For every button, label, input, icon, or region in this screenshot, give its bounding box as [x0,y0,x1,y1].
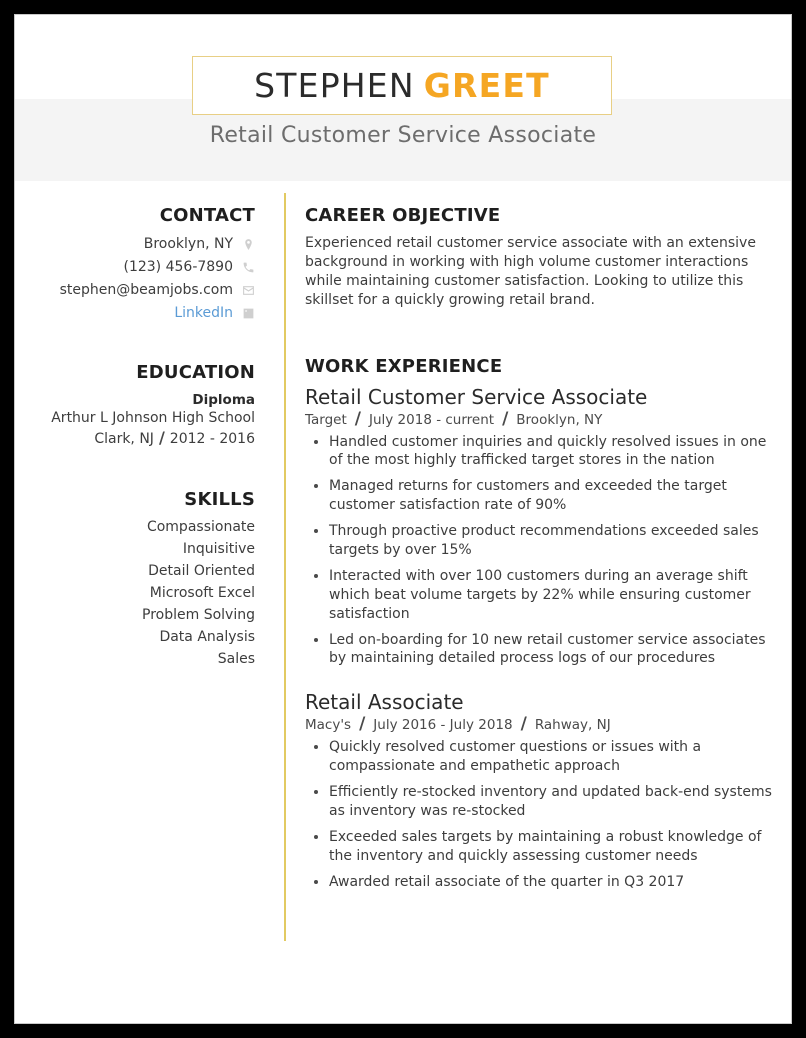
contact-item-phone [15,258,255,276]
job-bullet: Exceeded sales targets by maintaining a robust knowledge of the inventory and quickly assessing customer needs [305,828,775,866]
job-entry [305,690,775,891]
skill-item: Inquisitive [182,541,255,557]
job-bullet: Led on-boarding for 10 new retail customer service associates by maintaining detailed process logs of our procedures [305,631,775,669]
phone-icon [242,261,255,274]
job-meta [305,716,775,733]
contact-linkedin-link[interactable]: LinkedIn [174,305,233,321]
objective-section [305,205,775,310]
job-meta-separator: / [354,408,361,429]
contact-location-text: Brooklyn, NY [143,236,233,252]
envelope-icon [242,284,255,297]
job-dates: July 2016 - July 2018 [373,717,513,734]
skill-item: Detail Oriented [148,563,255,579]
job-subtitle: Retail Customer Service Associate [209,123,597,148]
linkedin-icon[interactable] [242,307,255,320]
full-name [254,66,550,105]
job-meta-separator: / [502,408,509,429]
contact-phone-text: (123) 456-7890 [123,259,233,275]
objective-heading: CAREER OBJECTIVE [305,205,501,226]
name-box [192,56,612,115]
contact-item-location [15,235,255,253]
column-divider [284,193,286,941]
job-bullet: Efficiently re-stocked inventory and updated back-end systems as inventory was re-stocked [305,783,775,821]
job-location: Brooklyn, NY [516,411,603,428]
job-company: Target [305,411,347,428]
skill-item: Problem Solving [142,607,255,623]
contact-list [15,235,255,322]
job-dates: July 2018 - current [368,411,495,428]
work-experience-section [305,356,775,892]
first-name: STEPHEN [254,66,415,105]
map-pin-icon [242,238,255,251]
education-separator: / [158,428,165,447]
resume-sheet [14,14,792,1024]
skill-item: Sales [217,651,255,667]
job-entry [305,385,775,669]
job-bullet: Through proactive product recommendations exceeded sales targets by over 15% [305,522,775,560]
skill-item: Data Analysis [159,629,255,645]
skills-heading: SKILLS [184,489,255,510]
resume-body [15,181,791,890]
work-experience-heading: WORK EXPERIENCE [305,355,503,377]
job-bullet: Quickly resolved customer questions or issues with a compassionate and empathetic approach [305,738,775,776]
skills-section [15,489,255,667]
job-bullet-list [305,433,775,669]
last-name: GREET [423,66,550,105]
contact-item-email [15,281,255,299]
education-degree: Diploma [192,392,255,408]
skill-item: Compassionate [146,519,255,535]
left-column [15,205,255,673]
education-dates: 2012 - 2016 [169,431,255,447]
contact-section [15,205,255,322]
education-location: Clark, NJ [94,431,154,447]
job-bullet: Interacted with over 100 customers during an average shift which beat volume targets by 22% while ensuring customer satisfaction [305,567,775,624]
right-column [305,205,775,899]
resume-header [15,15,791,181]
contact-item-linkedin[interactable] [15,304,255,322]
contact-heading: CONTACT [159,205,255,226]
skill-item: Microsoft Excel [149,585,255,601]
contact-email-text: stephen@beamjobs.com [59,282,233,298]
job-bullet: Managed returns for customers and exceeded the target customer satisfaction rate of 90% [305,477,775,515]
education-heading: EDUCATION [136,362,255,383]
job-meta [305,408,775,429]
job-bullet: Awarded retail associate of the quarter in Q3 2017 [305,873,775,892]
education-meta [15,428,255,447]
job-meta-separator: / [359,714,366,735]
job-company: Macy's [305,717,352,734]
job-bullet-list [305,738,775,891]
education-section [15,362,255,447]
education-school: Arthur L Johnson High School [51,410,255,426]
job-bullet: Handled customer inquiries and quickly resolved issues in one of the most highly trafficked target stores in the nation [305,433,775,471]
job-meta-separator: / [520,714,527,735]
objective-text: Experienced retail customer service associate with an extensive background in working with high volume customer interactions while maintaining customer satisfaction. Looking to utilize this skillset for a quickly growing retail brand. [305,235,756,308]
job-location: Rahway, NJ [534,717,611,734]
job-title: Retail Customer Service Associate [305,384,648,409]
job-title: Retail Associate [305,690,464,715]
